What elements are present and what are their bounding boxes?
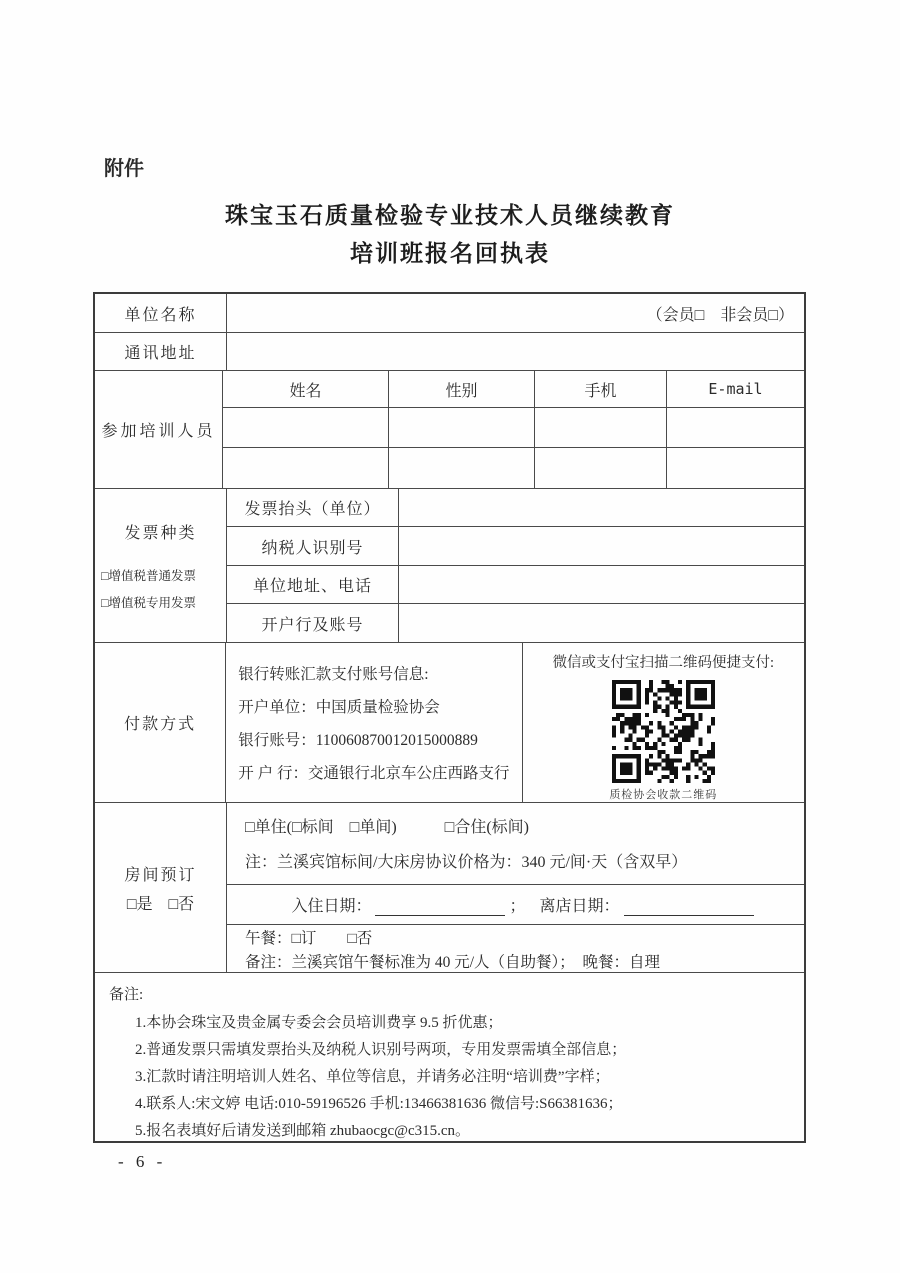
lunch-note: 备注：兰溪宾馆午餐标准为 40 元/人（自助餐）； 晚餐：自理	[245, 953, 661, 971]
participants-header-row	[223, 371, 804, 409]
invoice-option-special-checkbox: □增值税专用发票	[101, 595, 197, 610]
gender-cell	[389, 448, 535, 488]
participants-grid	[223, 371, 804, 488]
room-yes-no-checkboxes: □是 □否	[126, 895, 195, 913]
email-cell	[667, 448, 804, 488]
phone-cell	[535, 408, 667, 447]
participants-section	[95, 371, 804, 489]
attachment-label: 附件	[104, 158, 144, 180]
unit-name-row	[95, 294, 804, 333]
room-booking-label-cell	[95, 803, 227, 972]
invoice-title-input-area	[399, 489, 804, 527]
account-number-line: 银行账号：110060870012015000889	[238, 732, 478, 749]
col-header-gender: 性别	[389, 371, 535, 408]
checkin-date-label: 入住日期：	[291, 897, 372, 915]
note-item: 2.普通发票只需填发票抬头及纳税人识别号两项，专用发票需填全部信息；	[135, 1042, 627, 1058]
payment-qr-code	[611, 680, 716, 783]
unit-address-phone-input-area	[399, 566, 804, 604]
lunch-row	[227, 925, 804, 972]
phone-cell	[535, 448, 667, 488]
notes-section	[95, 973, 804, 1141]
lunch-checkboxes: 午餐：□订 □否	[245, 929, 373, 947]
bank-branch-line: 开 户 行：交通银行北京车公庄西路支行	[238, 765, 510, 782]
bank-account-input-area	[399, 604, 804, 642]
occupancy-checkboxes: □单住(□标间 □单间) □合住(标间)	[245, 819, 529, 837]
membership-checkboxes: （会员□ 非会员□）	[646, 306, 794, 324]
payment-section	[95, 643, 804, 803]
room-booking-label: 房间预订	[124, 866, 197, 884]
bank-account-label: 开户行及账号	[227, 604, 399, 642]
unit-address-phone-label: 单位地址、电话	[227, 566, 399, 604]
invoice-field-row	[227, 489, 804, 528]
form-title-line1: 珠宝玉石质量检验专业技术人员继续教育	[225, 202, 675, 228]
note-item: 3.汇款时请注明培训人姓名、单位等信息，并请务必注明“培训费”字样；	[135, 1069, 610, 1085]
qr-instruction-text: 微信或支付宝扫描二维码便捷支付:	[552, 655, 775, 671]
room-occupancy-row	[227, 803, 804, 885]
invoice-label-cell	[95, 489, 227, 642]
bank-info-title: 银行转账汇款支付账号信息:	[238, 666, 429, 683]
participant-row	[223, 448, 804, 488]
unit-name-label: 单位名称	[95, 294, 227, 332]
note-item: 5.报名表填好后请发送到邮箱 zhubaocgc@c315.cn。	[135, 1123, 471, 1139]
address-input-area	[227, 333, 804, 369]
note-item: 1.本协会珠宝及贵金属专委会会员培训费享 9.5 折优惠；	[135, 1015, 503, 1031]
col-header-email: E-mail	[708, 380, 763, 399]
address-row	[95, 333, 804, 370]
notes-cell	[95, 973, 804, 1141]
checkout-date-blank	[624, 900, 754, 916]
invoice-section	[95, 489, 804, 643]
qr-caption: 质检协会收款二维码	[609, 789, 718, 801]
form-title-line2: 培训班报名回执表	[350, 240, 550, 266]
invoice-option-general-checkbox: □增值税普通发票	[101, 568, 197, 583]
note-item: 4.联系人:宋文婷 电话:010-59196526 手机:13466381636 微信号:S66381636；	[135, 1096, 623, 1112]
invoice-title-label: 发票抬头（单位）	[227, 489, 399, 527]
col-header-phone: 手机	[535, 371, 667, 408]
room-booking-section	[95, 803, 804, 973]
email-cell	[667, 408, 804, 447]
col-header-name: 姓名	[223, 371, 389, 408]
bank-transfer-info	[226, 643, 522, 802]
payment-method-label: 付款方式	[95, 643, 226, 802]
account-holder-line: 开户单位：中国质量检验协会	[238, 699, 440, 716]
taxpayer-id-input-area	[399, 527, 804, 565]
taxpayer-id-label: 纳税人识别号	[227, 527, 399, 565]
page-number: - 6 -	[118, 1152, 167, 1171]
room-options-grid	[227, 803, 804, 972]
address-label: 通讯地址	[95, 333, 227, 369]
invoice-fields-grid	[227, 489, 804, 642]
date-separator: ；	[509, 897, 526, 915]
name-cell	[223, 408, 389, 447]
gender-cell	[389, 408, 535, 447]
checkin-date-blank	[375, 900, 505, 916]
invoice-field-row	[227, 566, 804, 605]
room-dates-row	[227, 885, 804, 926]
name-cell	[223, 448, 389, 488]
qr-payment-area	[523, 643, 804, 802]
invoice-field-row	[227, 604, 804, 642]
checkout-date-label: 离店日期：	[539, 897, 620, 915]
invoice-type-label: 发票种类	[124, 524, 197, 542]
registration-form-table	[93, 292, 806, 1143]
room-price-note: 注：兰溪宾馆标间/大床房协议价格为：340 元/间·天（含双早）	[245, 854, 688, 872]
participant-row	[223, 408, 804, 448]
participants-label: 参加培训人员	[95, 371, 223, 488]
invoice-field-row	[227, 527, 804, 566]
notes-title: 备注:	[109, 987, 144, 1003]
